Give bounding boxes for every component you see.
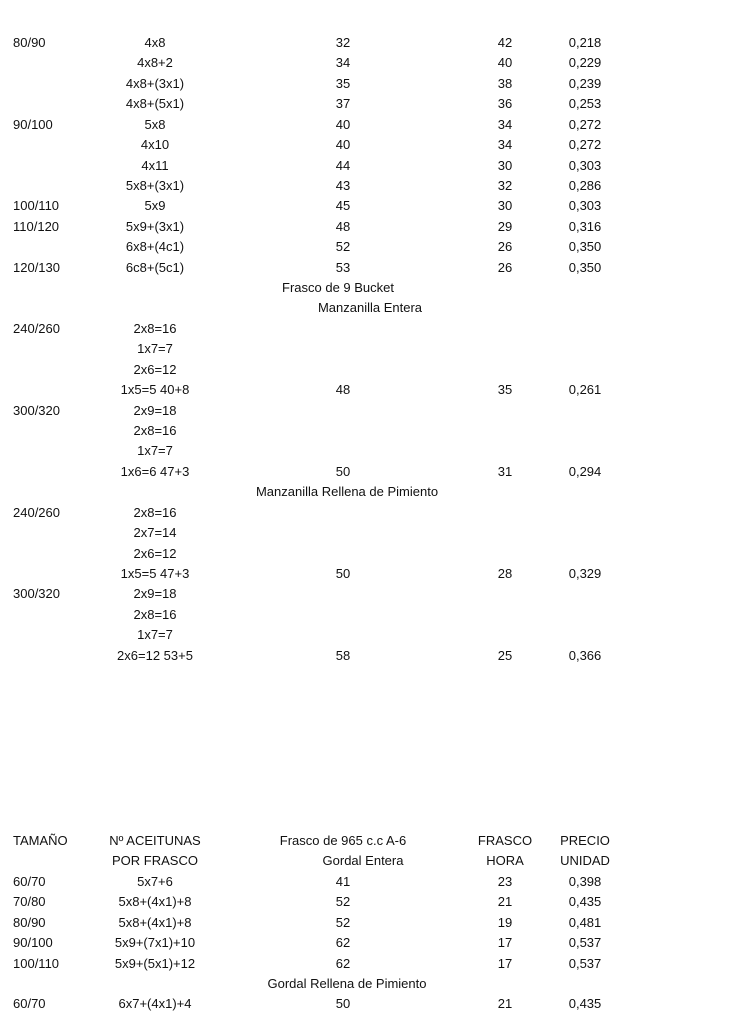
jar-count-cell: 40 [335,137,351,153]
size-cell: 100/110 [13,198,60,214]
olive-count-cell: 4x8 [144,35,166,50]
jars-per-hour-cell: 21 [497,996,513,1012]
table-row [0,401,729,421]
table-row [0,237,729,257]
jars-per-hour-cell: 34 [497,137,513,153]
jar-count-cell: 44 [335,157,351,173]
size-cell: 100/110 [13,955,60,971]
table-row [0,176,729,196]
olive-count-cell: 2x8=16 [133,423,177,439]
jar-count-cell: 50 [335,463,351,479]
olive-count-cell: 2x6=12 [133,361,177,377]
table-row [0,115,729,135]
size-cell: 60/70 [13,996,46,1012]
jars-per-hour-cell: 21 [497,894,513,910]
jar-count-cell: 52 [335,894,351,910]
olive-count-cell: POR FRASCO [112,853,198,869]
table-row [0,831,729,851]
table-row [0,441,729,461]
table-row [0,94,729,114]
olive-count-cell: 4x8+(3x1) [125,75,185,91]
jar-count-cell: 52 [335,239,351,255]
jars-per-hour-cell: 36 [497,96,513,112]
table-row [0,892,729,912]
jars-per-hour-cell: 17 [497,935,513,951]
table-row [0,646,729,666]
table-row [0,584,729,604]
unit-price-cell: 0,253 [568,96,602,112]
olive-count-cell: 1x7=7 [137,627,173,643]
table-row [0,523,729,543]
size-cell: 110/120 [13,218,60,234]
table-row [0,53,729,73]
jars-per-hour-cell: 26 [497,239,513,255]
olive-count-cell: 1x7=7 [137,341,173,357]
olive-count-cell: 6x7+(4x1)+4 [118,996,192,1012]
size-cell: 300/320 [13,586,60,602]
olive-count-cell: 5x8+(4x1)+8 [118,894,192,910]
table-row [0,217,729,237]
unit-price-cell: 0,316 [568,218,602,234]
table-row [0,319,729,339]
table-row [0,851,729,871]
olive-count-cell: 2x8=16 [133,320,177,336]
unit-price-cell: 0,398 [568,873,602,889]
jar-count-cell: 37 [335,96,351,112]
table-row [0,380,729,400]
section-title-row [0,298,729,318]
unit-price-cell: 0,350 [568,259,602,275]
jar-count-cell: Gordal Entera [322,853,404,869]
table-row [0,564,729,584]
olive-count-cell: 1x6=6 47+3 [120,463,190,479]
jars-per-hour-cell: 29 [497,218,513,234]
unit-price-cell: 0,435 [568,894,602,910]
section-title: Manzanilla Entera [317,300,423,316]
jars-per-hour-cell: 35 [497,382,513,398]
jars-per-hour-cell: 42 [497,35,513,50]
jar-count-cell: 53 [335,259,351,275]
jars-per-hour-cell: 32 [497,177,513,193]
size-cell: 240/260 [13,320,60,336]
olive-count-cell: 4x8+2 [137,55,173,71]
olive-count-cell: 4x10 [140,137,170,153]
table-row [0,933,729,953]
jar-count-cell: 34 [335,55,351,71]
unit-price-cell: 0,239 [568,75,602,91]
jar-count-cell: Frasco de 965 c.c A-6 [279,833,407,848]
unit-price-cell: 0,294 [568,463,602,479]
olive-count-cell: 2x8=16 [133,504,177,520]
table-row [0,196,729,216]
jar-count-cell: 35 [335,75,351,91]
olive-count-cell: 5x9+(5x1)+12 [114,955,196,971]
jars-per-hour-cell: 23 [497,873,513,889]
jar-count-cell: 41 [335,873,351,889]
unit-price-cell: 0,366 [568,647,602,663]
jars-per-hour-cell: 38 [497,75,513,91]
unit-price-cell: 0,272 [568,137,602,153]
table-row [0,74,729,94]
section-title-row [0,974,729,994]
olive-count-cell: 2x9=18 [133,586,177,602]
olive-count-cell: 1x7=7 [137,443,173,459]
table-row [0,156,729,176]
table-row [0,954,729,974]
jars-per-hour-cell: 34 [497,116,513,132]
unit-price-cell: 0,435 [568,996,602,1012]
jars-per-hour-cell: FRASCO [477,833,533,848]
olive-count-cell: 2x7=14 [133,525,177,541]
unit-price-cell: 0,286 [568,177,602,193]
size-cell: TAMAÑO [13,833,68,848]
section-title-row [0,482,729,502]
table-row [0,913,729,933]
olive-count-cell: 2x8=16 [133,606,177,622]
jars-per-hour-cell: HORA [486,853,524,869]
table-row [0,462,729,482]
size-cell: 120/130 [13,259,60,275]
size-cell: 80/90 [13,914,46,930]
unit-price-cell: PRECIO [560,833,610,848]
table-row [0,258,729,278]
section-title: Gordal Rellena de Pimiento [267,975,427,991]
olive-count-cell: 5x7+6 [137,873,173,889]
jar-count-cell: 58 [335,647,351,663]
jar-count-cell: 52 [335,914,351,930]
olive-count-cell: 4x11 [141,157,169,173]
olive-count-cell: 5x9 [144,198,166,214]
unit-price-cell: 0,218 [568,35,602,50]
table-row [0,360,729,380]
jar-count-cell: 62 [335,935,351,951]
size-cell: 90/100 [13,935,53,951]
olive-count-cell: 1x5=5 40+8 [120,382,190,398]
jar-count-cell: 45 [335,198,351,214]
unit-price-cell: 0,261 [568,382,602,398]
top-table [0,33,729,666]
jar-count-cell: 50 [335,996,351,1012]
table-row [0,544,729,564]
olive-count-cell: 2x6=12 53+5 [117,647,193,663]
olive-count-cell: 5x9+(3x1) [125,218,185,234]
olive-count-cell: 5x8+(3x1) [125,177,185,193]
olive-count-cell: 6c8+(5c1) [125,259,185,275]
table-row [0,994,729,1014]
unit-price-cell: 0,481 [568,914,602,930]
table-row [0,605,729,625]
table-row [0,503,729,523]
jars-per-hour-cell: 40 [497,55,513,71]
olive-count-cell: 2x6=12 [133,545,177,561]
unit-price-cell: 0,329 [568,565,602,581]
bottom-table [0,831,729,1015]
jar-count-cell: 40 [335,116,351,132]
olive-count-cell: 4x8+(5x1) [125,96,185,112]
jars-per-hour-cell: 17 [497,955,513,971]
size-cell: 60/70 [13,873,46,889]
table-row [0,625,729,645]
section-title: Frasco de 9 Bucket [282,280,394,296]
unit-price-cell: 0,272 [568,116,602,132]
unit-price-cell: 0,350 [568,239,602,255]
size-cell: 240/260 [13,504,60,520]
table-row [0,135,729,155]
jar-count-cell: 43 [335,177,351,193]
unit-price-cell: 0,303 [568,157,602,173]
jars-per-hour-cell: 19 [497,914,513,930]
jars-per-hour-cell: 30 [497,157,513,173]
jar-count-cell: 48 [335,382,351,398]
olive-count-cell: 2x9=18 [133,402,177,418]
olive-count-cell: 5x9+(7x1)+10 [114,935,196,951]
unit-price-cell: 0,537 [568,935,602,951]
unit-price-cell: 0,303 [568,198,602,214]
jar-count-cell: 48 [335,218,351,234]
unit-price-cell: UNIDAD [560,853,610,869]
table-row [0,421,729,441]
olive-count-cell: 5x8+(4x1)+8 [118,914,192,930]
section-title-row [0,278,729,298]
olive-count-cell: 1x5=5 47+3 [120,565,190,581]
jar-count-cell: 62 [335,955,351,971]
olive-count-cell: 6x8+(4c1) [125,239,185,255]
table-row [0,33,729,53]
unit-price-cell: 0,537 [568,955,602,971]
jars-per-hour-cell: 31 [497,463,513,479]
table-row [0,339,729,359]
jar-count-cell: 32 [335,35,351,50]
jars-per-hour-cell: 26 [497,259,513,275]
olive-count-cell: Nº ACEITUNAS [109,833,201,848]
jars-per-hour-cell: 25 [497,647,513,663]
size-cell: 80/90 [13,35,46,50]
size-cell: 300/320 [13,402,60,418]
section-title: Manzanilla Rellena de Pimiento [255,484,439,500]
size-cell: 70/80 [13,894,46,910]
unit-price-cell: 0,229 [568,55,602,71]
table-row [0,872,729,892]
olive-count-cell: 5x8 [144,116,166,132]
jars-per-hour-cell: 30 [497,198,513,214]
size-cell: 90/100 [13,116,53,132]
jars-per-hour-cell: 28 [497,565,513,581]
jar-count-cell: 50 [335,565,351,581]
